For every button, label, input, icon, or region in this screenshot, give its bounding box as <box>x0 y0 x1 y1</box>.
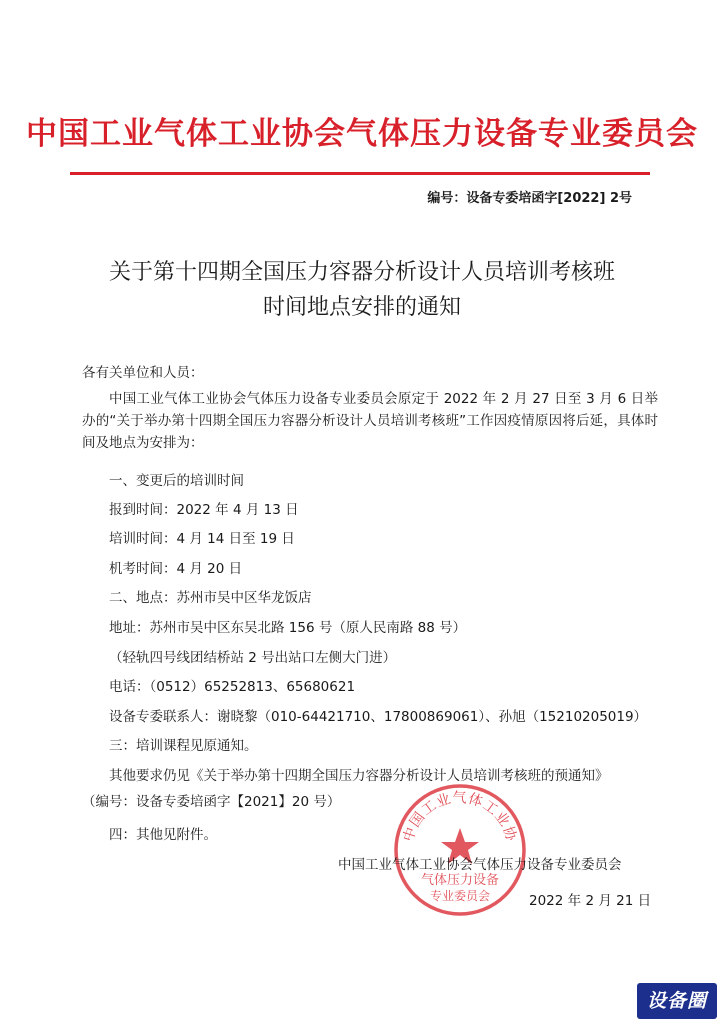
contact-persons: 设备专委联系人：谢晓黎（010-64421710、17800869061）、孙旭（15210205019） <box>109 709 648 725</box>
directions: （轻轨四号线团结桥站 2 号出站口左侧大门进） <box>109 650 397 666</box>
intro-paragraph: 中国工业气体工业协会气体压力设备专业委员会原定于 2022 年 2 月 27 日至 3 月 6 日举办的“关于举办第十四期全国压力容器分析设计人员培训考核班”工作因疫情原因将后延，具体时间及地点为安排为： <box>82 391 658 451</box>
section-2-location: 二、地点：苏州市吴中区华龙饭店 <box>109 590 312 606</box>
exam-time: 机考时间：4 月 20 日 <box>109 561 243 577</box>
letterhead-title: 中国工业气体工业协会气体压力设备专业委员会 <box>26 116 698 152</box>
section-4-attachments: 四：其他见附件。 <box>109 827 217 843</box>
report-time: 报到时间：2022 年 4 月 13 日 <box>109 502 299 518</box>
signature-date: 2022 年 2 月 21 日 <box>529 893 652 909</box>
notice-title-line1: 关于第十四期全国压力容器分析设计人员培训考核班 <box>108 260 615 285</box>
signature-org: 中国工业气体工业协会气体压力设备专业委员会 <box>338 857 622 873</box>
seal-arc-text: 中国工业气体工业协 <box>400 790 520 844</box>
section-1-heading: 一、变更后的培训时间 <box>109 473 244 489</box>
other-requirements-ref: （编号：设备专委培函字【2021】20 号） <box>82 794 341 810</box>
salutation: 各有关单位和人员： <box>82 365 204 381</box>
seal-line1: 气体压力设备 <box>420 873 500 888</box>
document-number: 编号：设备专委培函字[2022] 2号 <box>427 191 632 206</box>
address: 地址：苏州市吴中区东吴北路 156 号（原人民南路 88 号） <box>109 620 467 636</box>
official-seal <box>392 782 528 922</box>
notice-title-line2: 时间地点安排的通知 <box>262 295 461 320</box>
watermark-logo: 设备圈 <box>637 983 717 1019</box>
letterhead-divider <box>70 172 650 175</box>
section-3-courses: 三：培训课程见原通知。 <box>109 738 258 754</box>
phone: 电话：（0512）65252813、65680621 <box>109 679 356 695</box>
seal-line2: 专业委员会 <box>429 889 491 903</box>
training-time: 培训时间：4 月 14 日至 19 日 <box>109 531 295 547</box>
other-requirements: 其他要求仍见《关于举办第十四期全国压力容器分析设计人员培训考核班的预通知》 <box>109 768 609 784</box>
